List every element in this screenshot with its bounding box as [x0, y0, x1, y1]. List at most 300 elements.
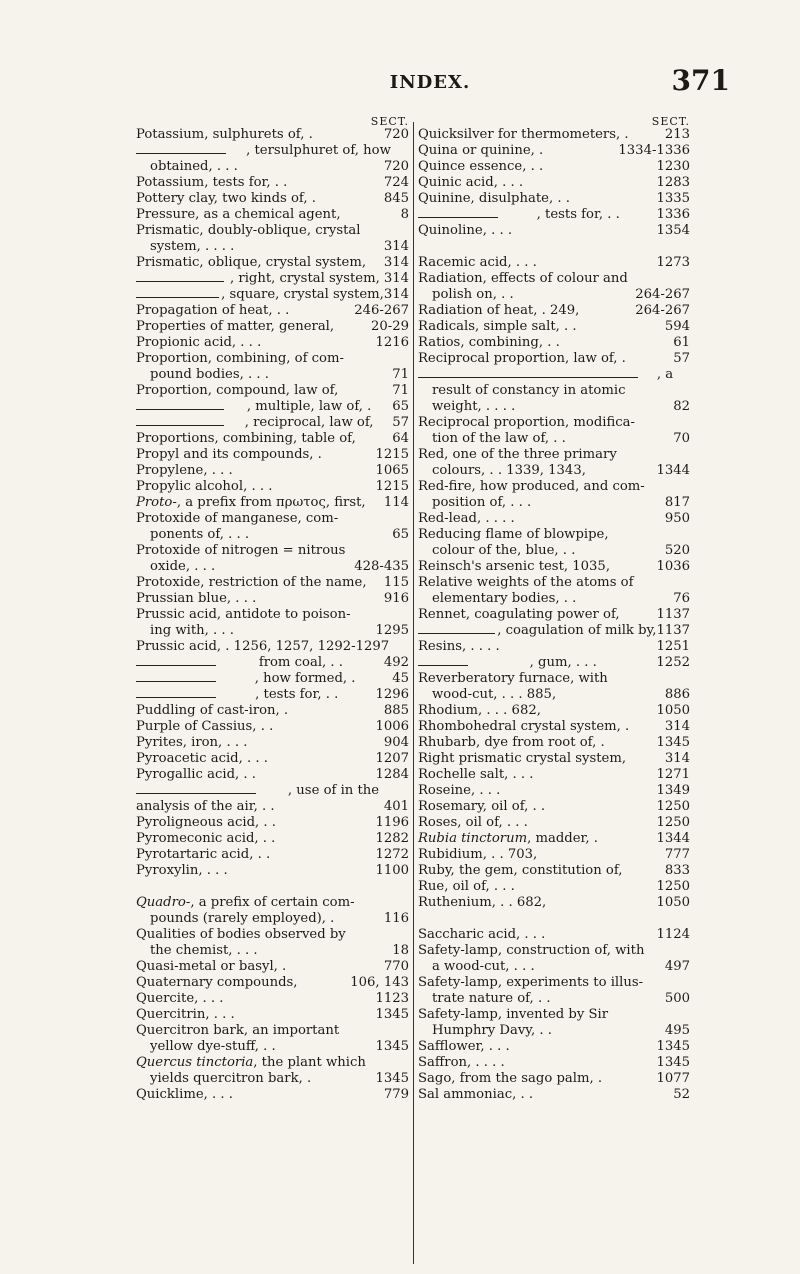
index-entry-section: 1345	[375, 1007, 409, 1022]
index-entry-section: 264-267	[635, 287, 690, 302]
index-entry-text: , tersulphuret of, how	[246, 143, 391, 158]
index-entry-text: yields quercitron bark, .	[150, 1071, 312, 1086]
index-entry-text: Rubia tinctorum, madder, .	[418, 831, 598, 846]
index-entry	[418, 335, 690, 351]
index-entry	[136, 703, 409, 719]
index-entry-text: Quicklime, . . .	[136, 1087, 233, 1102]
index-entry	[418, 863, 690, 879]
index-entry	[136, 815, 409, 831]
index-entry-text: Resins, . . . .	[418, 639, 500, 654]
index-entry-text: Radiation, effects of colour and	[418, 271, 628, 286]
index-entry-text: Purple of Cassius, . .	[136, 719, 274, 734]
index-entry-text: Roses, oil of, . . .	[418, 815, 528, 830]
index-entry-text: Safety-lamp, construction of, with	[418, 943, 645, 958]
index-entry-section: 1334-1336	[618, 143, 690, 158]
index-entry	[136, 223, 409, 239]
index-entry-text: Reciprocal proportion, modifica-	[418, 415, 635, 430]
index-entry-text: Rubidium, . . 703,	[418, 847, 538, 862]
index-entry-text: Quadro-, a prefix of certain com-	[136, 895, 355, 910]
index-entry-section: 833	[664, 863, 690, 878]
index-entry-text: , how formed, .	[254, 671, 356, 686]
index-entry	[418, 527, 690, 543]
index-entry	[136, 991, 409, 1007]
index-entry-text: Humphry Davy, . .	[432, 1023, 552, 1038]
index-entry-section: 1345	[375, 1039, 409, 1054]
index-entry-text: colours, . . 1339, 1343,	[432, 463, 586, 478]
index-entry-text: Quercite, . . .	[136, 991, 224, 1006]
index-entry	[136, 271, 409, 287]
index-entry-section: 64	[392, 431, 409, 446]
index-entry	[136, 1039, 409, 1055]
index-entry	[136, 927, 409, 943]
section-gap	[418, 911, 690, 927]
index-entry-section: 57	[673, 351, 690, 366]
index-entry-section: 314	[383, 287, 409, 302]
index-entry-text: Racemic acid, . . .	[418, 255, 537, 270]
index-entry-section: 1006	[375, 719, 409, 734]
index-entry-section: 1077	[656, 1071, 690, 1086]
index-entry-section: 314	[383, 239, 409, 254]
index-entry	[418, 831, 690, 847]
index-entry-text: Prismatic, doubly-oblique, crystal	[136, 223, 361, 238]
index-entry-text: Safety-lamp, experiments to illus-	[418, 975, 644, 990]
index-entry-section: 1050	[656, 703, 690, 718]
index-entry-text: Quinine, disulphate, . .	[418, 191, 570, 206]
index-entry-section: 1100	[375, 863, 409, 878]
index-entry-section: 779	[383, 1087, 409, 1102]
index-entry-text: the chemist, . . .	[150, 943, 258, 958]
index-entry-section: 1065	[375, 463, 409, 478]
index-entry	[418, 735, 690, 751]
index-entry	[418, 895, 690, 911]
index-entry-section: 314	[664, 719, 690, 734]
index-entry-text: Quasi-metal or basyl, .	[136, 959, 287, 974]
index-entry	[418, 255, 690, 271]
page-number: 371	[671, 64, 730, 97]
index-entry-section: 520	[664, 543, 690, 558]
index-entry	[418, 431, 690, 447]
index-entry	[418, 319, 690, 335]
index-entry	[136, 751, 409, 767]
index-entry-section: 497	[664, 959, 690, 974]
index-entry-text: wood-cut, . . . 885,	[432, 687, 557, 702]
index-entry-text: Saffron, . . . .	[418, 1055, 505, 1070]
index-entry-section: 114	[383, 495, 409, 510]
index-entry-text: Quicksilver for thermometers, .	[418, 127, 629, 142]
index-entry	[136, 671, 409, 687]
ditto-rule	[418, 217, 498, 218]
index-entry-text: Prussic acid, antidote to poison-	[136, 607, 351, 622]
index-entry-section: 116	[383, 911, 409, 926]
index-entry-text: Pottery clay, two kinds of, .	[136, 191, 316, 206]
index-entry-text: Proportion, compound, law of,	[136, 383, 339, 398]
index-entry-text: polish on, . .	[432, 287, 514, 302]
ditto-rule	[136, 409, 224, 410]
index-entry-text: Radiation of heat, . 249,	[418, 303, 580, 318]
ditto-rule	[136, 425, 224, 426]
index-entry	[136, 367, 409, 383]
ditto-rule	[136, 793, 256, 794]
index-entry	[418, 879, 690, 895]
index-entry	[136, 399, 409, 415]
index-entry-section: 1124	[656, 927, 690, 942]
index-entry-text: Rosemary, oil of, . .	[418, 799, 546, 814]
ditto-rule	[136, 297, 219, 298]
index-entry	[136, 767, 409, 783]
index-entry-text: , use of in the	[287, 783, 380, 798]
index-entry-section: 65	[392, 527, 409, 542]
index-entry-section: 1283	[656, 175, 690, 190]
index-entry	[136, 687, 409, 703]
index-entry	[136, 575, 409, 591]
index-entry-text: ing with, . . .	[150, 623, 234, 638]
index-entry-text: a wood-cut, . . .	[432, 959, 535, 974]
index-entry-text: Potassium, tests for, . .	[136, 175, 288, 190]
index-entry-section: 71	[392, 367, 409, 382]
ditto-rule	[136, 281, 224, 282]
index-entry-text: Quaternary compounds,	[136, 975, 298, 990]
index-entry-section: 1345	[656, 1055, 690, 1070]
index-entry-section: 1282	[375, 831, 409, 846]
index-entry-text: Protoxide of nitrogen = nitrous	[136, 543, 346, 558]
index-entry-text: Ratios, combining, . .	[418, 335, 560, 350]
index-entry-text: result of constancy in atomic	[432, 383, 626, 398]
index-entry-section: 1251	[656, 639, 690, 654]
index-entry-text: elementary bodies, . .	[432, 591, 577, 606]
index-entry	[418, 127, 690, 143]
index-entry	[418, 847, 690, 863]
index-entry-text: tion of the law of, . .	[432, 431, 566, 446]
index-entry-text: Rochelle salt, . . .	[418, 767, 534, 782]
index-entry-text: Quince essence, . .	[418, 159, 544, 174]
index-entry-section: 1036	[656, 559, 690, 574]
index-entry	[418, 223, 690, 239]
index-entry	[418, 495, 690, 511]
index-entry-section: 1336	[656, 207, 690, 222]
index-entry	[136, 959, 409, 975]
index-entry-text: position of, . . .	[432, 495, 532, 510]
index-entry-section: 886	[664, 687, 690, 702]
index-entry-text: Pyroxylin, . . .	[136, 863, 228, 878]
index-entry	[136, 495, 409, 511]
index-entry-section: 1295	[375, 623, 409, 638]
index-entry-text: Propionic acid, . . .	[136, 335, 262, 350]
index-entry	[418, 447, 690, 463]
index-entry-text: Sago, from the sago palm, .	[418, 1071, 603, 1086]
index-entry	[136, 847, 409, 863]
index-entry-section: 720	[383, 159, 409, 174]
index-entry-section: 1216	[375, 335, 409, 350]
index-entry-section: 314	[664, 751, 690, 766]
index-entry	[418, 671, 690, 687]
index-entry	[136, 783, 409, 799]
index-entry	[136, 639, 409, 655]
index-entry-section: 594	[664, 319, 690, 334]
index-entry-section: 71	[392, 383, 409, 398]
index-entry-section: 20-29	[370, 319, 409, 334]
index-entry	[418, 639, 690, 655]
index-entry	[418, 703, 690, 719]
index-entry-text: Prussian blue, . . .	[136, 591, 257, 606]
index-entry	[418, 975, 690, 991]
index-entry	[136, 1007, 409, 1023]
index-entry-text: Ruthenium, . . 682,	[418, 895, 547, 910]
index-entry-section: 1050	[656, 895, 690, 910]
index-entry-text: , multiple, law of, .	[246, 399, 372, 414]
index-entry-section: 314	[383, 255, 409, 270]
index-entry-section: 401	[383, 799, 409, 814]
index-entry	[418, 511, 690, 527]
sect-label: SECT.	[651, 115, 690, 128]
index-entry-section: 65	[392, 399, 409, 414]
index-entry-section: 845	[383, 191, 409, 206]
ditto-rule	[136, 153, 226, 154]
index-entry	[418, 367, 690, 383]
index-entry	[418, 159, 690, 175]
index-entry	[136, 943, 409, 959]
index-entry	[136, 175, 409, 191]
index-entry-text: from coal, . .	[258, 655, 343, 670]
index-entry	[418, 303, 690, 319]
index-entry-text: Red, one of the three primary	[418, 447, 617, 462]
index-entry-text: trate nature of, . .	[432, 991, 551, 1006]
index-entry	[418, 959, 690, 975]
index-entry-section: 1123	[375, 991, 409, 1006]
index-entry-section: 106, 143	[350, 975, 409, 990]
column-divider	[413, 122, 414, 1264]
index-entry-section: 916	[383, 591, 409, 606]
index-entry-text: Propagation of heat, . .	[136, 303, 290, 318]
index-entry-text: system, . . . .	[150, 239, 235, 254]
index-entry-section: 885	[383, 703, 409, 718]
index-entry	[418, 415, 690, 431]
index-entry-section: 770	[383, 959, 409, 974]
index-entry	[136, 143, 409, 159]
index-entry-text: Properties of matter, general,	[136, 319, 335, 334]
index-entry	[136, 255, 409, 271]
section-gap	[136, 879, 409, 895]
index-entry-section: 1215	[375, 447, 409, 462]
index-entry	[136, 543, 409, 559]
index-entry-text: Saccharic acid, . . .	[418, 927, 546, 942]
index-entry-text: , reciprocal, law of,	[244, 415, 374, 430]
index-entry	[418, 287, 690, 303]
index-entry	[418, 623, 690, 639]
index-entry	[136, 351, 409, 367]
index-entry-text: Quinoline, . . .	[418, 223, 513, 238]
index-entry-text: Rennet, coagulating power of,	[418, 607, 620, 622]
index-entry	[418, 1039, 690, 1055]
index-entry	[136, 303, 409, 319]
index-entry-text: Quercitron bark, an important	[136, 1023, 340, 1038]
index-entry-text: Propylene, . . .	[136, 463, 233, 478]
index-entry-section: 18	[392, 943, 409, 958]
index-entry	[136, 623, 409, 639]
index-entry-section: 52	[673, 1087, 690, 1102]
index-entry	[136, 655, 409, 671]
index-entry	[136, 463, 409, 479]
index-entry-section: 76	[673, 591, 690, 606]
index-entry-section: 1345	[656, 735, 690, 750]
index-entry	[418, 383, 690, 399]
index-entry-section: 1273	[656, 255, 690, 270]
index-entry-text: Puddling of cast-iron, .	[136, 703, 289, 718]
index-entry	[136, 735, 409, 751]
index-entry-text: Pyroligneous acid, . .	[136, 815, 277, 830]
index-entry	[418, 1023, 690, 1039]
index-entry-section: 1215	[375, 479, 409, 494]
index-entry-section: 1207	[375, 751, 409, 766]
index-entry-section: 1252	[656, 655, 690, 670]
index-entry	[136, 447, 409, 463]
index-entry	[418, 751, 690, 767]
index-entry	[418, 175, 690, 191]
index-entry-section: 500	[664, 991, 690, 1006]
index-entry-text: Red-lead, . . . .	[418, 511, 515, 526]
index-column-left	[136, 116, 409, 1103]
index-entry-section: 720	[383, 127, 409, 142]
index-entry-section: 82	[673, 399, 690, 414]
index-entry-text: Pyroacetic acid, . . .	[136, 751, 268, 766]
ditto-rule	[136, 665, 216, 666]
index-entry-text: Proportions, combining, table of,	[136, 431, 356, 446]
index-entry-section: 1344	[656, 463, 690, 478]
index-entry-section: 57	[392, 415, 409, 430]
index-entry	[418, 815, 690, 831]
index-entry	[136, 559, 409, 575]
index-entry-text: , tests for, . .	[255, 687, 339, 702]
index-entry	[418, 607, 690, 623]
index-entry-section: 45	[392, 671, 409, 686]
index-entry	[136, 831, 409, 847]
index-entry-text: Propylic alcohol, . . .	[136, 479, 273, 494]
index-entry	[136, 239, 409, 255]
index-entry-section: 817	[664, 495, 690, 510]
index-entry-section: 1137	[656, 607, 690, 622]
index-entry	[136, 1055, 409, 1071]
index-entry	[418, 799, 690, 815]
index-entry-section: 1354	[656, 223, 690, 238]
index-entry-text: obtained, . . .	[150, 159, 238, 174]
index-entry	[418, 1071, 690, 1087]
index-entry-section: 1345	[656, 1039, 690, 1054]
index-entry	[136, 895, 409, 911]
ditto-rule	[136, 697, 216, 698]
running-title: INDEX.	[389, 72, 471, 93]
index-entry-text: Proto-, a prefix from πρωτος, first,	[136, 495, 366, 510]
index-entry-section: 1349	[656, 783, 690, 798]
index-entry-text: Red-fire, how produced, and com-	[418, 479, 645, 494]
index-entry	[136, 383, 409, 399]
index-entry	[136, 607, 409, 623]
index-entry-section: 246-267	[354, 303, 409, 318]
index-entry-text: Ruby, the gem, constitution of,	[418, 863, 623, 878]
index-entry-text: Reducing flame of blowpipe,	[418, 527, 609, 542]
index-entry	[136, 127, 409, 143]
index-entry	[136, 911, 409, 927]
index-entry-section: 115	[383, 575, 409, 590]
index-entry	[418, 783, 690, 799]
index-entry-section: 1196	[375, 815, 409, 830]
index-entry-text: , gum, . . .	[529, 655, 597, 670]
index-entry-section: 1345	[375, 1071, 409, 1086]
index-entry	[418, 543, 690, 559]
index-entry-text: ponents of, . . .	[150, 527, 250, 542]
index-entry-text: Safflower, . . .	[418, 1039, 510, 1054]
index-entry-text: Protoxide, restriction of the name,	[136, 575, 367, 590]
index-entry-text: Prussic acid, . 1256, 1257, 1292-1297	[136, 639, 390, 654]
index-entry-text: Rhodium, . . . 682,	[418, 703, 541, 718]
index-entry-text: Sal ammoniac, . .	[418, 1087, 534, 1102]
index-entry	[418, 575, 690, 591]
index-entry-section: 495	[664, 1023, 690, 1038]
ditto-rule	[418, 633, 495, 634]
index-entry-section: 61	[673, 335, 690, 350]
index-entry-text: weight, . . . .	[432, 399, 516, 414]
index-entry	[136, 1071, 409, 1087]
index-entry	[418, 943, 690, 959]
index-entry	[136, 863, 409, 879]
index-entry-text: oxide, . . .	[150, 559, 216, 574]
index-entry	[136, 511, 409, 527]
index-entry-text: , right, crystal system,	[230, 271, 380, 286]
index-column-right	[418, 116, 690, 1103]
index-entry	[418, 143, 690, 159]
section-gap	[418, 239, 690, 255]
sect-label: SECT.	[370, 115, 409, 128]
index-entry	[418, 351, 690, 367]
index-entry-section: 1250	[656, 815, 690, 830]
index-entry-text: Reverberatory furnace, with	[418, 671, 608, 686]
index-entry-text: , square, crystal system,	[221, 287, 384, 302]
index-entry-section: 1137	[656, 623, 690, 638]
index-entry-text: Prismatic, oblique, crystal system,	[136, 255, 367, 270]
index-entry-text: Qualities of bodies observed by	[136, 927, 346, 942]
index-entry-text: Pyrogallic acid, . .	[136, 767, 256, 782]
index-entry	[418, 191, 690, 207]
index-entry	[136, 591, 409, 607]
index-entry	[418, 591, 690, 607]
index-entry-section: 428-435	[354, 559, 409, 574]
index-entry	[136, 799, 409, 815]
index-entry	[418, 463, 690, 479]
index-entry	[136, 431, 409, 447]
index-entry-section: 213	[664, 127, 690, 142]
index-entry	[418, 1087, 690, 1103]
index-entry	[136, 527, 409, 543]
index-entry-text: Roseine, . . .	[418, 783, 501, 798]
index-entry-text: Quercitrin, . . .	[136, 1007, 235, 1022]
index-entry	[136, 319, 409, 335]
index-entry-text: Rhombohedral crystal system, .	[418, 719, 630, 734]
index-entry-text: Pressure, as a chemical agent,	[136, 207, 341, 222]
index-entry-section: 264-267	[635, 303, 690, 318]
index-entry-text: Protoxide of manganese, com-	[136, 511, 339, 526]
index-entry-text: Quina or quinine, .	[418, 143, 544, 158]
index-entry-text: , tests for, . .	[536, 207, 620, 222]
index-entry-section: 1250	[656, 799, 690, 814]
index-entry-text: analysis of the air, . .	[136, 799, 275, 814]
index-entry	[418, 399, 690, 415]
index-entry	[136, 415, 409, 431]
index-entry	[418, 991, 690, 1007]
index-entry-text: Pyromeconic acid, . .	[136, 831, 276, 846]
ditto-rule	[136, 681, 216, 682]
index-entry	[418, 1055, 690, 1071]
index-entry	[136, 159, 409, 175]
index-entry	[136, 191, 409, 207]
index-entry	[136, 975, 409, 991]
